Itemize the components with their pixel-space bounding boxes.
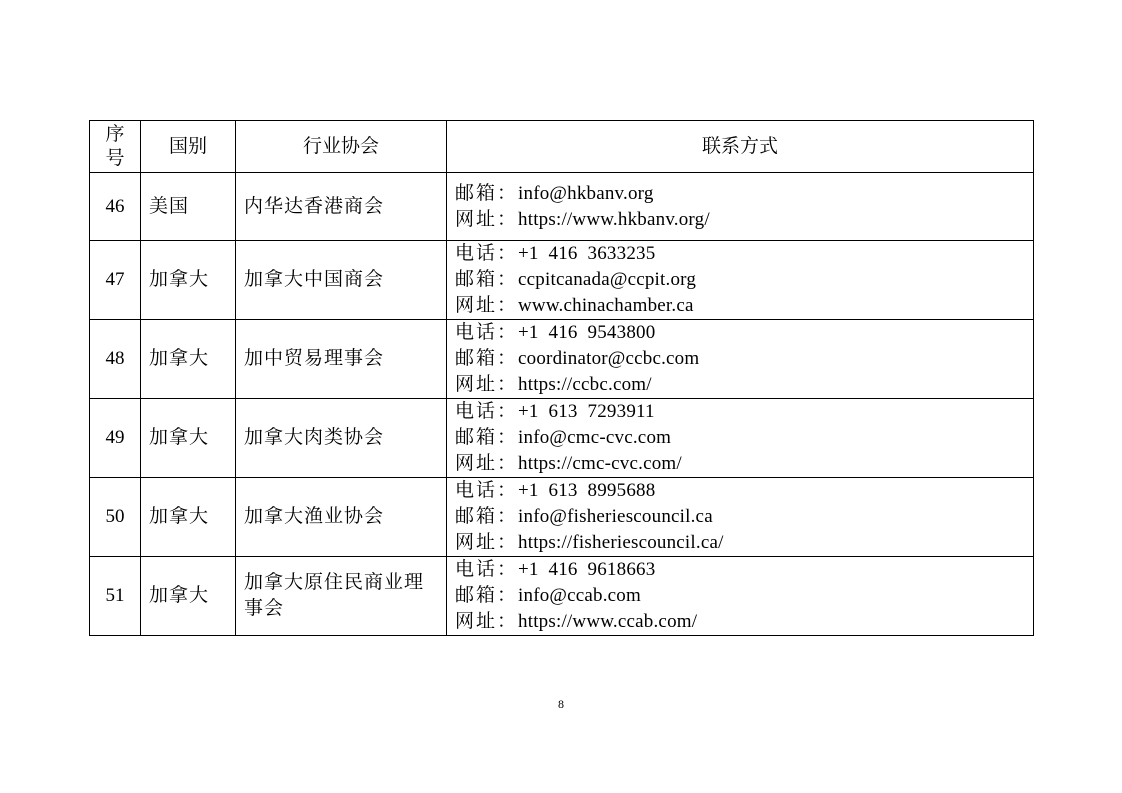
cell-country: 加拿大: [141, 320, 236, 399]
header-association: 行业协会: [236, 121, 447, 173]
contact-label: 电话：: [455, 480, 519, 501]
table-row: [90, 320, 1034, 399]
cell-country: 美国: [141, 173, 236, 241]
contact-value: +1 613 7293911: [518, 401, 655, 422]
contact-value: https://ccbc.com/: [518, 374, 652, 395]
contact-label: 邮箱：: [455, 348, 519, 369]
association-table: [89, 120, 1034, 636]
cell-contact: [447, 399, 1034, 478]
cell-contact: [447, 320, 1034, 399]
header-no: 序号: [90, 121, 141, 173]
contact-line: [455, 478, 1025, 504]
contact-line: [455, 583, 1025, 609]
contact-line: [455, 504, 1025, 530]
contact-value: https://fisheriescouncil.ca/: [518, 532, 724, 553]
cell-association: 加拿大肉类协会: [236, 399, 447, 478]
contact-line: [455, 557, 1025, 583]
contact-line: [455, 609, 1025, 635]
contact-line: [455, 267, 1025, 293]
contact-value: info@fisheriescouncil.ca: [518, 506, 713, 527]
contact-line: [455, 181, 1025, 207]
contact-label: 网址：: [455, 208, 519, 230]
page-number: 8: [558, 697, 564, 711]
cell-association: 加拿大中国商会: [236, 241, 447, 320]
contact-value: +1 416 9618663: [518, 559, 656, 580]
contact-value: info@ccab.com: [518, 585, 641, 606]
contact-value: https://www.hkbanv.org/: [518, 208, 710, 230]
cell-no: 48: [90, 320, 141, 399]
contact-label: 邮箱：: [455, 182, 519, 204]
contact-line: [455, 207, 1025, 233]
contact-label: 邮箱：: [455, 585, 519, 606]
contact-value: +1 613 8995688: [518, 480, 656, 501]
cell-country: 加拿大: [141, 399, 236, 478]
header-country: 国别: [141, 121, 236, 173]
table-row: [90, 173, 1034, 241]
contact-label: 网址：: [455, 453, 519, 474]
contact-value: +1 416 3633235: [518, 243, 656, 264]
cell-contact: [447, 173, 1034, 241]
cell-no: 46: [90, 173, 141, 241]
contact-value: coordinator@ccbc.com: [518, 348, 700, 369]
contact-value: +1 416 9543800: [518, 322, 656, 343]
contact-value: info@hkbanv.org: [518, 182, 654, 204]
table-body: [90, 173, 1034, 636]
contact-line: [455, 372, 1025, 398]
contact-label: 网址：: [455, 611, 519, 632]
contact-line: [455, 293, 1025, 319]
cell-contact: [447, 557, 1034, 636]
table-header-row: [90, 121, 1034, 173]
contact-line: [455, 530, 1025, 556]
contact-label: 网址：: [455, 374, 519, 395]
header-contact: 联系方式: [447, 121, 1034, 173]
contact-value: www.chinachamber.ca: [518, 295, 694, 316]
cell-country: 加拿大: [141, 241, 236, 320]
table-row: [90, 557, 1034, 636]
contact-value: https://cmc-cvc.com/: [518, 453, 682, 474]
contact-label: 邮箱：: [455, 427, 519, 448]
table-row: [90, 478, 1034, 557]
contact-label: 网址：: [455, 295, 519, 316]
contact-line: [455, 346, 1025, 372]
contact-line: [455, 451, 1025, 477]
contact-label: 电话：: [455, 401, 519, 422]
contact-line: [455, 320, 1025, 346]
cell-no: 50: [90, 478, 141, 557]
contact-label: 电话：: [455, 322, 519, 343]
table-row: [90, 399, 1034, 478]
contact-label: 邮箱：: [455, 269, 519, 290]
cell-country: 加拿大: [141, 478, 236, 557]
contact-label: 网址：: [455, 532, 519, 553]
cell-contact: [447, 478, 1034, 557]
cell-country: 加拿大: [141, 557, 236, 636]
cell-no: 49: [90, 399, 141, 478]
cell-association: 加中贸易理事会: [236, 320, 447, 399]
contact-label: 电话：: [455, 559, 519, 580]
cell-no: 51: [90, 557, 141, 636]
contact-value: https://www.ccab.com/: [518, 611, 698, 632]
contact-label: 邮箱：: [455, 506, 519, 527]
contact-line: [455, 425, 1025, 451]
table-row: [90, 241, 1034, 320]
cell-association: 加拿大原住民商业理事会: [236, 557, 447, 636]
cell-association: 加拿大渔业协会: [236, 478, 447, 557]
contact-value: info@cmc-cvc.com: [518, 427, 672, 448]
cell-association: 内华达香港商会: [236, 173, 447, 241]
contact-line: [455, 399, 1025, 425]
contact-line: [455, 241, 1025, 267]
cell-no: 47: [90, 241, 141, 320]
contact-label: 电话：: [455, 243, 519, 264]
contact-value: ccpitcanada@ccpit.org: [518, 269, 697, 290]
cell-contact: [447, 241, 1034, 320]
